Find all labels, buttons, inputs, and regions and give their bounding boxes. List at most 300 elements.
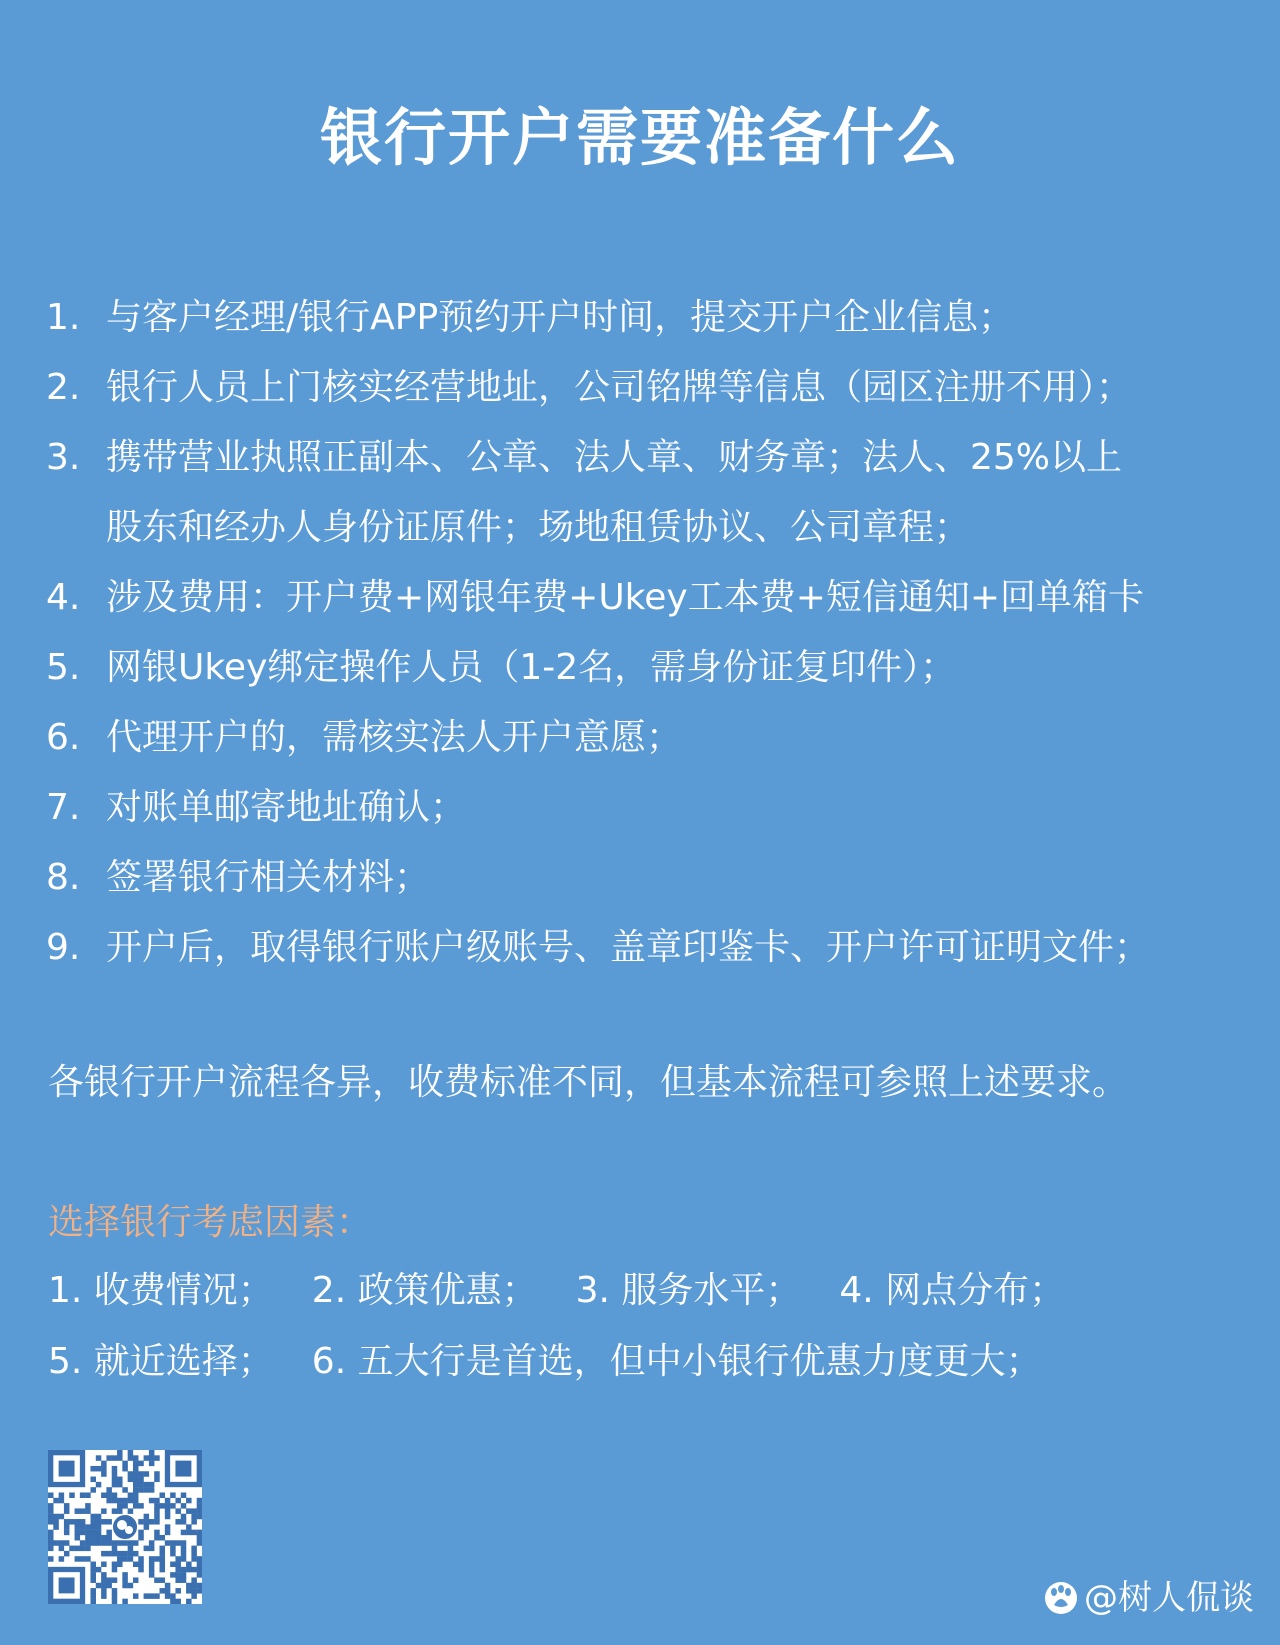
qr-module	[106, 1540, 112, 1546]
item-number: 7.	[46, 787, 81, 828]
qr-module	[80, 1492, 86, 1498]
list-item	[46, 353, 1266, 423]
qr-module	[59, 1546, 65, 1552]
list-item	[46, 773, 1266, 843]
qr-module	[48, 1546, 54, 1552]
qr-module	[101, 1588, 107, 1594]
qr-module	[90, 1530, 96, 1536]
qr-module	[197, 1556, 202, 1562]
qr-module	[117, 1551, 123, 1557]
qr-module	[154, 1514, 160, 1520]
qr-module	[144, 1487, 150, 1493]
qr-module	[149, 1519, 155, 1525]
qr-module	[181, 1567, 187, 1573]
qr-module	[191, 1593, 197, 1599]
qr-module	[64, 1519, 70, 1525]
qr-module	[59, 1492, 65, 1498]
qr-module	[154, 1471, 160, 1477]
item-text: 银行人员上门核实经营地址，公司铭牌等信息（园区注册不用）；	[106, 367, 1133, 408]
qr-module	[80, 1519, 86, 1525]
qr-module	[101, 1519, 107, 1525]
qr-module	[144, 1593, 150, 1599]
qr-module	[90, 1599, 96, 1604]
qr-module	[197, 1572, 202, 1578]
item-number: 8.	[46, 857, 81, 898]
qr-module	[197, 1583, 202, 1589]
qr-module	[80, 1524, 86, 1530]
qr-module	[106, 1519, 112, 1525]
qr-module	[112, 1477, 118, 1483]
qr-module	[149, 1540, 155, 1546]
qr-module	[191, 1556, 197, 1562]
watermark	[1044, 1578, 1254, 1618]
qr-module	[90, 1562, 96, 1568]
qr-module	[122, 1461, 128, 1467]
qr-module	[154, 1455, 160, 1461]
qr-module	[101, 1572, 107, 1578]
item-number: 2.	[46, 367, 81, 408]
qr-module	[154, 1535, 160, 1541]
qr-module	[122, 1503, 128, 1509]
qr-module	[154, 1556, 160, 1562]
qr-module	[175, 1556, 181, 1562]
item-text: 代理开户的，需核实法人开户意愿；	[106, 717, 683, 758]
qr-module	[138, 1530, 144, 1536]
qr-module	[106, 1551, 112, 1557]
qr-module	[128, 1471, 134, 1477]
qr-module	[122, 1551, 128, 1557]
qr-module	[122, 1487, 128, 1493]
qr-module	[128, 1455, 134, 1461]
qr-module	[175, 1562, 181, 1568]
qr-module	[64, 1551, 70, 1557]
qr-module	[197, 1562, 202, 1568]
qr-module	[133, 1455, 139, 1461]
qr-module	[149, 1455, 155, 1461]
qr-module	[96, 1466, 102, 1472]
qr-module	[197, 1535, 202, 1541]
list-item	[46, 423, 1266, 563]
qr-module	[138, 1519, 144, 1525]
qr-module	[186, 1562, 192, 1568]
qr-module	[133, 1562, 139, 1568]
qr-module	[186, 1508, 192, 1514]
qr-module	[133, 1503, 139, 1509]
qr-module	[133, 1540, 139, 1546]
qr-module	[160, 1556, 166, 1562]
qr-module	[96, 1567, 102, 1573]
qr-module	[128, 1508, 134, 1514]
qr-module	[96, 1535, 102, 1541]
item-text: 对账单邮寄地址确认；	[106, 787, 467, 828]
qr-module	[144, 1482, 150, 1488]
qr-module	[133, 1482, 139, 1488]
qr-module	[112, 1466, 118, 1472]
qr-module	[90, 1535, 96, 1541]
qr-module	[175, 1572, 181, 1578]
qr-module	[128, 1492, 134, 1498]
qr-module	[96, 1524, 102, 1530]
qr-module	[122, 1556, 128, 1562]
list-item	[46, 703, 1266, 773]
qr-module	[160, 1503, 166, 1509]
qr-module	[106, 1530, 112, 1536]
qr-module	[160, 1546, 166, 1552]
qr-module	[181, 1503, 187, 1509]
qr-module	[101, 1551, 107, 1557]
qr-module	[80, 1556, 86, 1562]
qr-module	[106, 1583, 112, 1589]
qr-module	[170, 1572, 176, 1578]
qr-module	[96, 1482, 102, 1488]
qr-module	[101, 1577, 107, 1583]
qr-module	[154, 1503, 160, 1509]
qr-module	[170, 1503, 176, 1509]
qr-module	[191, 1508, 197, 1514]
qr-module	[64, 1540, 70, 1546]
item-text: 涉及费用：开户费+网银年费+Ukey工本费+短信通知+回单箱卡	[106, 577, 1145, 618]
qr-module	[160, 1492, 166, 1498]
qr-module	[75, 1508, 81, 1514]
qr-module	[48, 1540, 54, 1546]
qr-module	[181, 1556, 187, 1562]
qr-module	[64, 1508, 70, 1514]
qr-module	[101, 1492, 107, 1498]
qr-module	[149, 1482, 155, 1488]
qr-module	[122, 1599, 128, 1604]
qr-module	[90, 1567, 96, 1573]
factors-row-2	[48, 1327, 1042, 1397]
qr-module	[128, 1477, 134, 1483]
qr-module	[154, 1530, 160, 1536]
qr-module	[149, 1498, 155, 1504]
qr-module	[64, 1524, 70, 1530]
qr-module	[106, 1455, 112, 1461]
qr-module	[138, 1461, 144, 1467]
qr-module	[128, 1498, 134, 1504]
qr-module	[90, 1524, 96, 1530]
item-text: 签署银行相关材料；	[106, 857, 431, 898]
qr-module	[175, 1519, 181, 1525]
qr-module	[133, 1492, 139, 1498]
factors-row-1	[48, 1256, 1065, 1326]
qr-module	[80, 1508, 86, 1514]
qr-module	[80, 1530, 86, 1536]
qr-module	[128, 1556, 134, 1562]
qr-module	[117, 1455, 123, 1461]
qr-module	[122, 1577, 128, 1583]
qr-module	[154, 1593, 160, 1599]
list-item	[46, 633, 1266, 703]
wechat-bubble	[125, 1526, 133, 1534]
qr-module	[53, 1540, 59, 1546]
qr-module	[149, 1450, 155, 1456]
qr-module	[85, 1556, 91, 1562]
qr-module	[122, 1498, 128, 1504]
qr-module	[149, 1556, 155, 1562]
qr-module	[191, 1514, 197, 1520]
qr-module	[112, 1471, 118, 1477]
wechat-qr-code-icon	[48, 1450, 202, 1604]
qr-module	[96, 1455, 102, 1461]
qr-module	[90, 1577, 96, 1583]
qr-module	[106, 1492, 112, 1498]
item-text-continued: 股东和经办人身份证原件；场地租赁协议、公司章程；	[106, 507, 971, 548]
qr-module	[160, 1562, 166, 1568]
qr-module	[64, 1503, 70, 1509]
qr-module	[48, 1535, 54, 1541]
qr-module	[133, 1498, 139, 1504]
item-text: 开户后，取得银行账户级账号、盖章印鉴卡、开户许可证明文件；	[106, 927, 1151, 968]
qr-module	[197, 1588, 202, 1594]
factor-item: 5. 就近选择；	[48, 1341, 274, 1382]
qr-module	[138, 1477, 144, 1483]
qr-module	[85, 1508, 91, 1514]
item-number: 3.	[46, 437, 81, 478]
qr-module	[59, 1461, 75, 1477]
qr-module	[106, 1487, 112, 1493]
qr-module	[117, 1477, 123, 1483]
qr-module	[117, 1556, 123, 1562]
qr-module	[149, 1593, 155, 1599]
list-item	[46, 283, 1266, 353]
summary-note: 各银行开户流程各异，收费标准不同，但基本流程可参照上述要求。	[48, 1062, 1129, 1103]
qr-module	[175, 1540, 181, 1546]
qr-module	[59, 1577, 75, 1593]
qr-module	[144, 1524, 150, 1530]
qr-module	[117, 1540, 123, 1546]
qr-module	[175, 1567, 181, 1573]
qr-module	[85, 1524, 91, 1530]
qr-module	[165, 1530, 171, 1536]
qr-module	[117, 1498, 123, 1504]
watermark-text: @树人侃谈	[1084, 1578, 1254, 1618]
qr-module	[181, 1551, 187, 1557]
qr-module	[90, 1572, 96, 1578]
qr-module	[128, 1546, 134, 1552]
qr-module	[144, 1455, 150, 1461]
qr-module	[59, 1556, 65, 1562]
qr-module	[112, 1562, 118, 1568]
qr-module	[75, 1524, 81, 1530]
qr-module	[191, 1588, 197, 1594]
qr-module	[59, 1540, 65, 1546]
item-text: 与客户经理/银行APP预约开户时间，提交开户企业信息；	[106, 297, 1015, 338]
qr-module	[138, 1482, 144, 1488]
qr-module	[197, 1503, 202, 1509]
qr-module	[112, 1546, 118, 1552]
qr-module	[175, 1498, 181, 1504]
qr-module	[133, 1466, 139, 1472]
qr-module	[122, 1583, 128, 1589]
qr-module	[197, 1567, 202, 1573]
qr-module	[90, 1487, 96, 1493]
item-number: 5.	[46, 647, 81, 688]
factor-item: 3. 服务水平；	[575, 1270, 802, 1311]
qr-module	[90, 1514, 96, 1520]
qr-module	[197, 1514, 202, 1520]
qr-module	[59, 1514, 65, 1520]
qr-module	[165, 1588, 171, 1594]
qr-module	[80, 1540, 86, 1546]
qr-module	[165, 1498, 171, 1504]
qr-module	[191, 1530, 197, 1536]
qr-module	[128, 1551, 134, 1557]
qr-module	[181, 1530, 187, 1536]
qr-module	[149, 1546, 155, 1552]
qr-module	[101, 1508, 107, 1514]
qr-module	[133, 1487, 139, 1493]
qr-module	[80, 1546, 86, 1552]
qr-module	[160, 1577, 166, 1583]
qr-module	[181, 1514, 187, 1520]
qr-module	[186, 1599, 192, 1604]
item-text: 携带营业执照正副本、公章、法人章、财务章；法人、25%以上	[106, 437, 1123, 478]
qr-module	[197, 1530, 202, 1536]
qr-module	[133, 1551, 139, 1557]
qr-module	[181, 1577, 187, 1583]
qr-module	[117, 1503, 123, 1509]
qr-module	[75, 1530, 81, 1536]
qr-module	[128, 1540, 134, 1546]
qr-module	[154, 1577, 160, 1583]
qr-module	[106, 1535, 112, 1541]
qr-module	[117, 1450, 123, 1456]
qr-module	[112, 1498, 118, 1504]
qr-module	[69, 1492, 75, 1498]
qr-module	[85, 1492, 91, 1498]
qr-module	[149, 1567, 155, 1573]
qr-module	[101, 1471, 107, 1477]
qr-module	[181, 1492, 187, 1498]
qr-module	[96, 1519, 102, 1525]
factors-heading: 选择银行考虑因素：	[48, 1202, 373, 1243]
qr-module	[165, 1508, 171, 1514]
qr-module	[191, 1546, 197, 1552]
qr-module	[96, 1514, 102, 1520]
qr-module	[48, 1492, 54, 1498]
qr-module	[96, 1540, 102, 1546]
item-number: 4.	[46, 577, 81, 618]
qr-module	[181, 1572, 187, 1578]
qr-module	[101, 1535, 107, 1541]
qr-module	[186, 1567, 192, 1573]
qr-module	[191, 1583, 197, 1589]
qr-module	[138, 1535, 144, 1541]
qr-module	[101, 1583, 107, 1589]
qr-module	[53, 1519, 59, 1525]
qr-module	[112, 1455, 118, 1461]
qr-module	[197, 1540, 202, 1546]
qr-module	[165, 1583, 171, 1589]
qr-module	[138, 1471, 144, 1477]
qr-module	[106, 1498, 112, 1504]
qr-module	[59, 1498, 65, 1504]
qr-module	[133, 1461, 139, 1467]
qr-module	[160, 1567, 166, 1573]
qr-module	[112, 1567, 118, 1573]
qr-module	[112, 1588, 118, 1594]
qr-module	[165, 1593, 171, 1599]
qr-module	[170, 1546, 176, 1552]
item-number: 6.	[46, 717, 81, 758]
qr-module	[112, 1508, 118, 1514]
qr-module	[90, 1477, 96, 1483]
qr-module	[181, 1546, 187, 1552]
qr-module	[112, 1482, 118, 1488]
qr-module	[133, 1471, 139, 1477]
qr-module	[133, 1577, 139, 1583]
list-item	[46, 913, 1266, 983]
qr-module	[53, 1514, 59, 1520]
qr-module	[75, 1556, 81, 1562]
factor-item: 1. 收费情况；	[48, 1270, 274, 1311]
qr-module	[175, 1588, 181, 1594]
factor-item: 6. 五大行是首选，但中小银行优惠力度更大；	[311, 1341, 1042, 1382]
qr-module	[165, 1514, 171, 1520]
qr-module	[133, 1593, 139, 1599]
qr-module	[165, 1540, 171, 1546]
qr-module	[128, 1583, 134, 1589]
qr-module	[48, 1556, 54, 1562]
qr-module	[48, 1503, 54, 1509]
qr-module	[165, 1524, 171, 1530]
qr-module	[154, 1477, 160, 1483]
qr-module	[175, 1508, 181, 1514]
qr-module	[106, 1577, 112, 1583]
qr-module	[75, 1535, 81, 1541]
qr-module	[85, 1535, 91, 1541]
qr-module	[85, 1546, 91, 1552]
qr-module	[117, 1562, 123, 1568]
qr-module	[191, 1567, 197, 1573]
qr-module	[48, 1508, 54, 1514]
qr-module	[160, 1535, 166, 1541]
qr-module	[170, 1540, 176, 1546]
qr-module	[191, 1519, 197, 1525]
qr-module	[112, 1492, 118, 1498]
qr-module	[96, 1530, 102, 1536]
qr-module	[85, 1530, 91, 1536]
qr-module	[90, 1540, 96, 1546]
item-text: 网银Ukey绑定操作人员（1-2名，需身份证复印件）；	[106, 647, 957, 688]
qr-module	[154, 1498, 160, 1504]
qr-module	[138, 1562, 144, 1568]
list-item	[46, 563, 1266, 633]
qr-module	[75, 1546, 81, 1552]
qr-module	[191, 1551, 197, 1557]
item-number: 1.	[46, 297, 81, 338]
qr-module	[149, 1572, 155, 1578]
qr-module	[101, 1562, 107, 1568]
qr-module	[133, 1477, 139, 1483]
qr-module	[53, 1524, 59, 1530]
qr-module	[90, 1588, 96, 1594]
factor-item: 4. 网点分布；	[839, 1270, 1066, 1311]
qr-module	[170, 1551, 176, 1557]
qr-module	[181, 1519, 187, 1525]
qr-module	[90, 1519, 96, 1525]
qr-module	[48, 1514, 54, 1520]
qr-module	[144, 1514, 150, 1520]
qr-module	[160, 1588, 166, 1594]
qr-module	[154, 1508, 160, 1514]
qr-module	[112, 1577, 118, 1583]
qr-module	[48, 1519, 54, 1525]
qr-module	[149, 1487, 155, 1493]
qr-module	[101, 1540, 107, 1546]
list-item	[46, 843, 1266, 913]
